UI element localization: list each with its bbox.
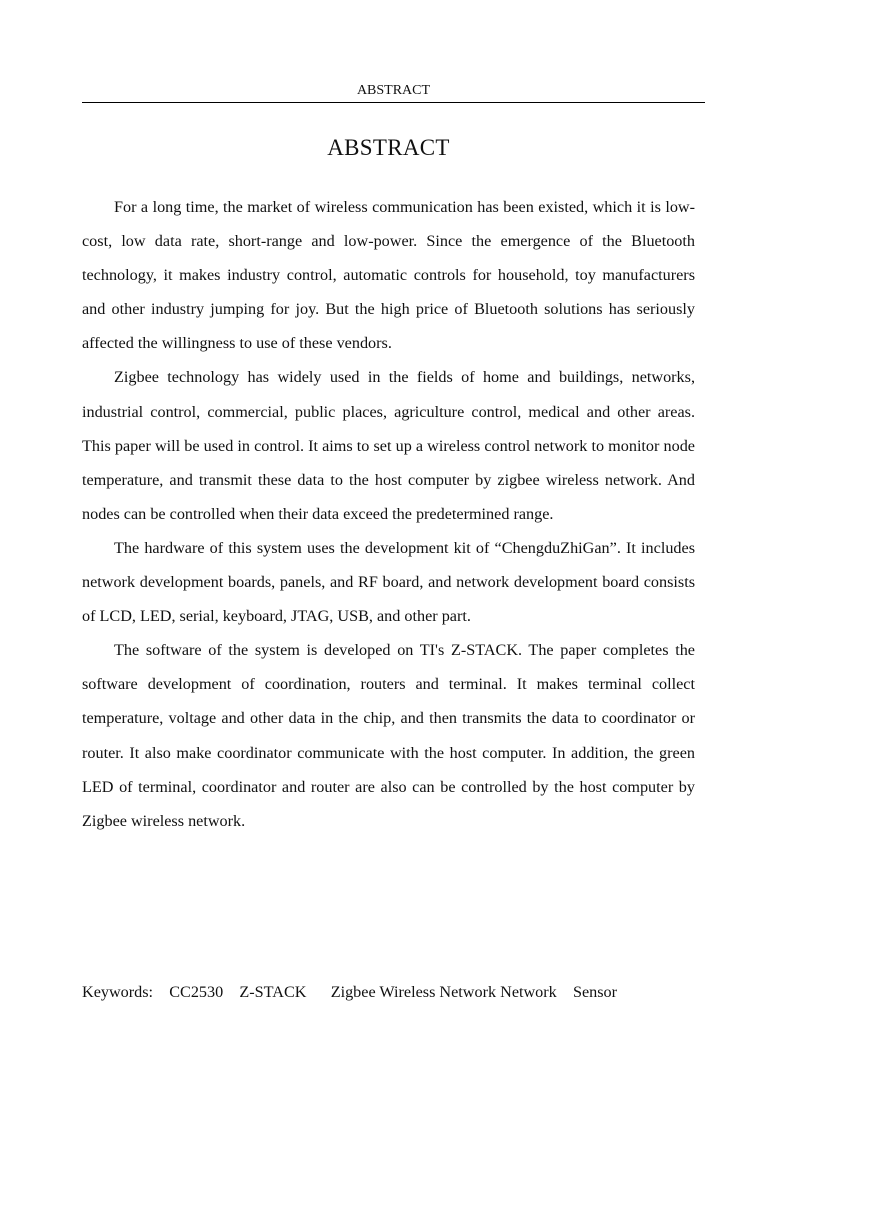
running-header (82, 82, 705, 103)
keywords-line: Keywords: CC2530 Z-STACK Zigbee Wireless Network Network Sensor (82, 983, 618, 1001)
abstract-body (82, 190, 695, 838)
running-header-title: ABSTRACT (356, 83, 431, 98)
paragraph-3: The hardware of this system uses the development kit of “ChengduZhiGan”. It includes network development boards, panels, and RF board, and network development board consists of LCD, LED, serial, keyboard, JTAG, USB, and other part. (82, 538, 695, 626)
paragraph-2: Zigbee technology has widely used in the fields of home and buildings, networks, industrial control, commercial, public places, agriculture control, medical and other areas. This paper will be used in control. It aims to set up a wireless control network to monitor node temperature, and transmit these data to the host computer by zigbee wireless network. And nodes can be controlled when their data exceed the predetermined range. (82, 368, 695, 523)
paragraph-1: For a long time, the market of wireless communication has been existed, which it is low-cost, low data rate, short-range and low-power. Since the emergence of the Bluetooth technology, it makes industry control, automatic controls for household, toy manufacturers and other industry jumping for joy. But the high price of Bluetooth solutions has seriously affected the willingness to use of these vendors. (82, 198, 695, 353)
page-title: ABSTRACT (327, 135, 450, 160)
paragraph-4: The software of the system is developed on TI's Z-STACK. The paper completes the software development of coordination, routers and terminal. It makes terminal collect temperature, voltage and other data in the chip, and then transmits the data to coordinator or router. It also make coordinator communicate with the host computer. In addition, the green LED of terminal, coordinator and router are also can be controlled by the host computer by Zigbee wireless network. (82, 641, 695, 830)
